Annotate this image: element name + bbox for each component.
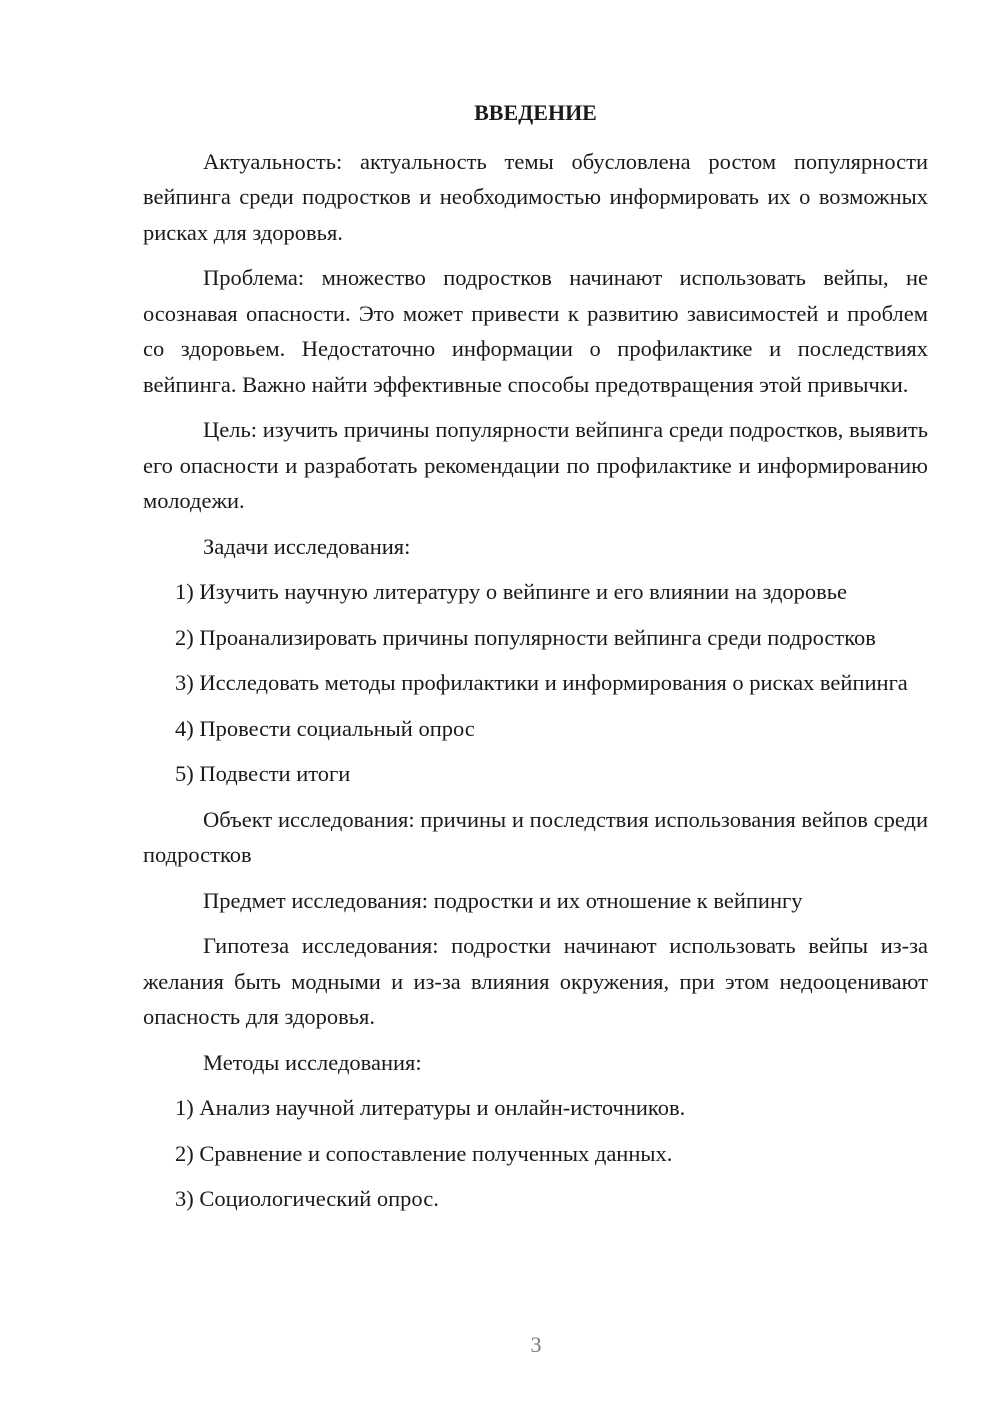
method-item-2: 2) Сравнение и сопоставление полученных данных. — [175, 1140, 673, 1166]
methods-heading: Методы исследования: — [203, 1049, 422, 1075]
tasks-heading: Задачи исследования: — [203, 533, 411, 559]
task-item-1: 1) Изучить научную литературу о вейпинге и его влиянии на здоровье — [175, 579, 848, 604]
page-number: 3 — [530, 1332, 542, 1357]
page-title: ВВЕДЕНИЕ — [474, 100, 597, 125]
problem-paragraph: Проблема: множество подростков начинают использовать вейпы, не осознавая опасности. Это может привести к развитию зависимостей и проблем со здоровьем. Недостаточно информации о профилактике и последствиях вейпинга. Важно найти эффективные способы предотвращения этой привычки. — [143, 265, 928, 397]
hypothesis-paragraph: Гипотеза исследования: подростки начинают использовать вейпы из-за желания быть модными и из-за влияния окружения, при этом недооценивают опасность для здоровья. — [143, 933, 928, 1029]
page-content — [143, 95, 928, 1227]
task-item-4: 4) Провести социальный опрос — [175, 715, 475, 741]
relevance-paragraph: Актуальность: актуальность темы обусловлена ростом популярности вейпинга среди подростков и необходимостью информировать их о возможных рисках для здоровья. — [143, 148, 928, 245]
task-item-2: 2) Проанализировать причины популярности вейпинга среди подростков — [175, 624, 876, 650]
goal-paragraph: Цель: изучить причины популярности вейпинга среди подростков, выявить его опасности и разработать рекомендации по профилактике и информированию молодежи. — [143, 417, 928, 513]
subject-paragraph: Предмет исследования: подростки и их отношение к вейпингу — [203, 887, 803, 913]
task-item-5: 5) Подвести итоги — [175, 761, 351, 786]
method-item-1: 1) Анализ научной литературы и онлайн-источников. — [175, 1095, 686, 1120]
object-paragraph: Объект исследования: причины и последствия использования вейпов среди подростков — [143, 806, 928, 867]
method-item-3: 3) Социологический опрос. — [175, 1186, 439, 1211]
task-item-3: 3) Исследовать методы профилактики и информирования о рисках вейпинга — [175, 670, 908, 695]
